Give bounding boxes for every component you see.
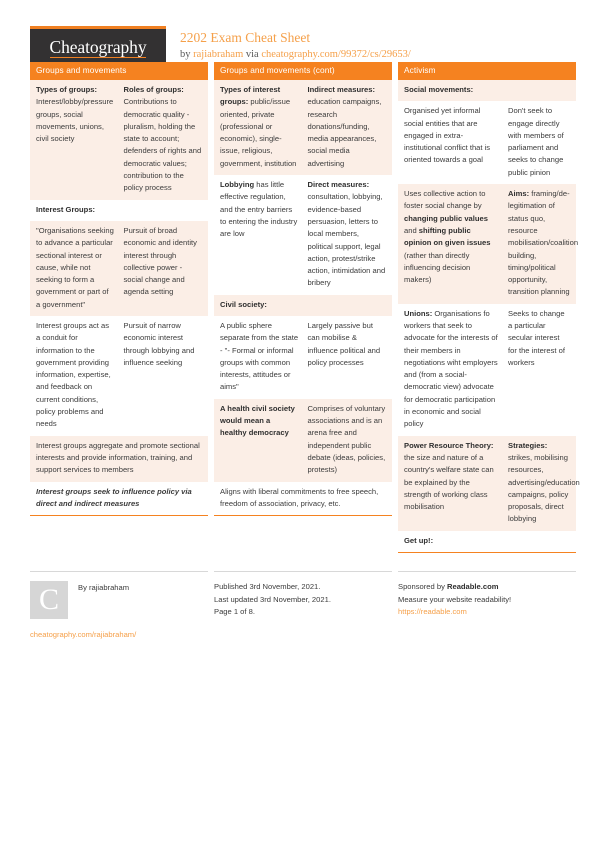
row-text: Interest/lobby/pressure groups, social movements, unions, civil society: [36, 97, 114, 144]
row-cell-primary: [404, 188, 499, 299]
card-row: [214, 316, 392, 399]
footer-updated: Last updated 3rd November, 2021.: [214, 594, 331, 604]
card-row: [398, 184, 579, 304]
row-text: the size and nature of a country's welfare state can be explained by the strength of working class mobilisation: [404, 452, 494, 512]
footer-sponsor-tagline: Measure your website readability!: [398, 594, 512, 604]
footer-profile-link[interactable]: cheatography.com/rajiabraham/: [30, 630, 137, 640]
row-text: Interest groups aggregate and promote sectional interests and provide information, training, and support services to members: [36, 440, 200, 475]
row-text: Organisations fo workers that seek to advocate for the interests of their members in negotiations wiht employers and (from a social-democratic view) advocate for democratic participation in economic and social policy: [404, 308, 498, 429]
row-text: public/issue oriented, private (professional or economic), single-issue, religious, government, institution: [220, 97, 297, 168]
row-cell-secondary: [124, 225, 203, 311]
row-text: Aligns with liberal commitments to free speech, freedom of association, privacy, etc.: [220, 486, 379, 508]
card-row: [214, 399, 392, 482]
row-text: Pursuit of broad economic and identity interest through collective power - social change and agenda setting: [123, 225, 197, 297]
row-term: Direct measures:: [307, 180, 370, 190]
card-body: [214, 80, 392, 516]
row-text: Largely passive but can mobilise & influence political and policy processes: [307, 321, 381, 367]
row-term: Civil society:: [220, 299, 267, 309]
row-term: Interest Groups:: [36, 204, 96, 214]
row-cell-primary: [36, 204, 202, 216]
card-title: Groups and movements: [30, 62, 208, 80]
card-row: [398, 304, 576, 436]
row-term: A health civil society would mean a healthy democracy: [220, 403, 295, 438]
row-term: Get up!:: [404, 535, 434, 545]
row-cell-secondary: [308, 179, 387, 290]
card-body: [398, 80, 580, 553]
row-cell-secondary: [308, 320, 387, 394]
row-text: education campaigns, research donations/funding, media appearances, social media advertising: [307, 97, 382, 168]
row-text-emphasis: shifting public opinion on given issues: [404, 225, 491, 248]
page-footer: [0, 571, 600, 639]
row-term: Indirect measures:: [307, 84, 376, 94]
row-term: Social movements:: [404, 84, 474, 94]
row-term: Aims:: [508, 189, 530, 199]
row-cell-primary: [36, 486, 202, 511]
cheatsheet-card: [30, 62, 208, 516]
title-block: [180, 26, 411, 62]
row-text: consultation, lobbying, evidence-based persuasion, letters to local members, political support, legal action, protest/strike action, intimidation and bribery: [307, 192, 386, 288]
card-row: [30, 80, 208, 200]
row-cell-primary: [404, 308, 499, 431]
row-text: Seeks to change a particular secular interest for the interest of workers: [508, 308, 565, 367]
logo-text: Cheatography: [49, 36, 147, 57]
row-text: and: [404, 225, 419, 235]
card-row: [398, 436, 580, 531]
row-text: Don't seek to engage directly with members of parliament and seeks to change public pinion: [508, 106, 564, 177]
row-term: Roles of groups:: [123, 84, 184, 94]
row-cell-primary: [404, 105, 499, 179]
row-cell-primary: [404, 440, 499, 526]
byline-via: via: [243, 48, 262, 60]
card-row: [30, 316, 208, 436]
row-cell-secondary: [508, 188, 579, 299]
row-text: Comprises of voluntary associations and is an arena free and independent public debate (ideas, policies, protests): [307, 403, 386, 475]
footer-author-name: By rajiabraham: [78, 583, 130, 593]
author-link[interactable]: rajiabraham: [193, 48, 244, 60]
row-text: framing/de-legitimation of status quo, resource mobilisation/coalition building, timing/political opportunity, transition planning: [508, 189, 579, 297]
row-text: "Organisations seeking to advance a particular sectional interest or cause, while not seeking to form a government or part of a government": [36, 225, 114, 309]
row-cell-primary: [220, 299, 386, 311]
footer-published: Published 3rd November, 2021.: [214, 582, 321, 592]
row-text: strikes, mobilising resources, advertising/education campaigns, policy proposals, direct lobbying: [508, 452, 580, 524]
row-cell-primary: [220, 486, 386, 511]
cheatsheet-columns: [0, 62, 600, 563]
row-text: Uses collective action to foster social change by: [404, 189, 486, 211]
page-header: [0, 0, 600, 62]
row-cell-secondary: [508, 440, 580, 526]
row-cell-secondary: [308, 84, 387, 170]
card-row: [214, 80, 392, 175]
row-text: has little effective regulation, and the entry barriers to entering the industry are low: [220, 180, 298, 239]
card-row: [214, 175, 392, 295]
row-cell-primary: [36, 320, 115, 431]
row-cell-secondary: [508, 308, 570, 431]
row-cell-secondary: [308, 403, 387, 477]
card-row: [30, 436, 208, 482]
card-row: [398, 80, 576, 101]
card-body: [30, 80, 208, 516]
card-row: [30, 221, 208, 316]
row-cell-primary: [36, 440, 202, 477]
avatar: C: [30, 581, 68, 619]
row-cell-primary: [36, 225, 115, 311]
row-term: Strategies:: [508, 440, 548, 450]
source-url-link[interactable]: cheatography.com/99372/cs/29653/: [261, 48, 411, 60]
card-row: [30, 482, 208, 516]
cheatsheet-column: [30, 62, 208, 526]
footer-author-col: [30, 571, 208, 639]
row-cell-primary: [220, 84, 299, 170]
row-cell-primary: [404, 84, 570, 96]
row-term: Types of interest groups:: [220, 84, 281, 107]
sponsor-prefix: Sponsored by: [398, 582, 447, 592]
row-text: Interest groups seek to influence policy via direct and indirect measures: [36, 486, 192, 508]
card-row: [30, 200, 208, 221]
row-text: A public sphere separate from the state - "- Formal or informal groups with common interests, attitudes or aims": [220, 321, 299, 392]
row-cell-primary: [404, 535, 570, 547]
footer-publish-col: [214, 571, 392, 639]
byline-prefix: by: [180, 48, 194, 60]
row-text: Contributions to democratic quality - pluralism, holding the state to account; defenders of rights and democratic values; contribution to the policy process: [123, 97, 202, 193]
footer-sponsor-line: [398, 581, 576, 594]
author-line: [30, 581, 208, 619]
cheatsheet-column: [214, 62, 392, 526]
row-cell-primary: [36, 84, 115, 195]
row-cell-primary: [220, 179, 299, 290]
row-text-emphasis: changing public values: [404, 213, 488, 223]
row-cell-secondary: [124, 84, 203, 195]
row-term: Unions:: [404, 308, 433, 318]
card-title: Activism: [398, 62, 576, 80]
card-title: Groups and movements (cont): [214, 62, 392, 80]
row-cell-primary: [220, 403, 299, 477]
card-row: [398, 101, 576, 184]
row-term: Types of groups:: [36, 84, 98, 94]
row-text: Pursuit of narrow economic interest through lobbying and influence seeking: [123, 321, 195, 367]
row-term: Lobbying: [220, 180, 255, 190]
footer-sponsor-link[interactable]: https://readable.com: [398, 607, 467, 617]
row-text: Organised yet informal social entities that are engaged in extra-institutional conflict that is oriented towards a goal: [404, 106, 491, 165]
card-row: [214, 295, 392, 316]
page-title: 2202 Exam Cheat Sheet: [180, 30, 311, 45]
cheatsheet-card: [214, 62, 392, 516]
card-row: [398, 531, 576, 552]
sponsor-name: Readable.com: [446, 582, 499, 592]
card-row: [214, 482, 392, 516]
cheatsheet-column: [398, 62, 580, 563]
cheatsheet-card: [398, 62, 580, 553]
byline: [180, 48, 411, 62]
footer-sponsor-col: [398, 571, 576, 639]
row-cell-primary: [220, 320, 299, 394]
row-cell-secondary: [124, 320, 203, 431]
row-term: Power Resource Theory:: [404, 440, 494, 450]
footer-page-number: Page 1 of 8.: [214, 607, 255, 617]
row-text: Interest groups act as a conduit for information to the government providing information, expertise, and feedback on current conditions, policy problems and needs: [36, 321, 111, 429]
row-cell-secondary: [508, 105, 570, 179]
row-text: (rather than directly influencing decision makers): [404, 250, 471, 285]
